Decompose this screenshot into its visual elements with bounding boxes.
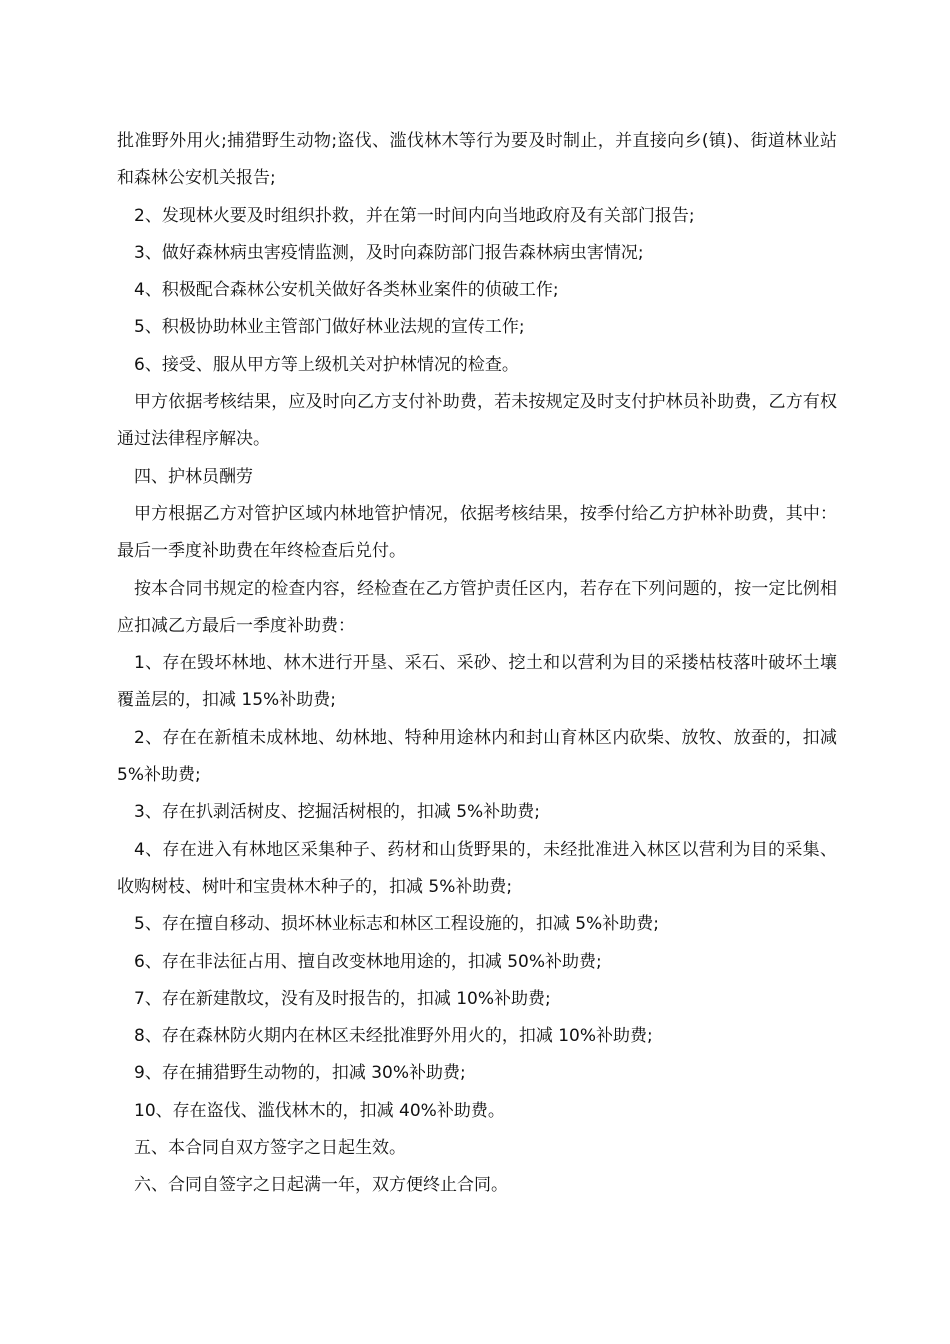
section-heading-5: 五、本合同自双方签字之日起生效。 xyxy=(134,1138,406,1159)
deduction-item-7: 7、存在新建散坟，没有及时报告的，扣减 10%补助费; xyxy=(134,988,551,1009)
deduction-item-3: 3、存在扒剥活树皮、挖掘活树根的，扣减 5%补助费; xyxy=(134,802,540,823)
deduction-item-4: 4、存在进入有林地区采集种子、药材和山货野果的，未经批准进入林区以营利为目的采集、收购树枝、树叶和宝贵林木种子的，扣减 5%补助费; xyxy=(117,839,837,897)
paragraph-duty-3: 3、做好森林病虫害疫情监测，及时向森防部门报告森林病虫害情况; xyxy=(134,242,644,263)
paragraph-payment-clause: 甲方依据考核结果，应及时向乙方支付补助费，若未按规定及时支付护林员补助费，乙方有权通过法律程序解决。 xyxy=(117,392,837,450)
document-body xyxy=(117,123,843,1205)
deduction-item-10: 10、存在盗伐、滥伐林木的，扣减 40%补助费。 xyxy=(134,1100,505,1121)
paragraph-deduction-intro: 按本合同书规定的检查内容，经检查在乙方管护责任区内，若存在下列问题的，按一定比例相应扣减乙方最后一季度补助费： xyxy=(117,578,837,636)
deduction-item-2: 2、存在在新植未成林地、幼林地、特种用途林内和封山育林区内砍柴、放牧、放蚕的，扣减 5%补助费; xyxy=(117,727,843,786)
deduction-item-1: 1、存在毁坏林地、林木进行开垦、采石、采砂、挖土和以营利为目的采搂枯枝落叶破坏土壤覆盖层的，扣减 15%补助费; xyxy=(117,653,837,711)
section-heading-6: 六、合同自签字之日起满一年，双方便终止合同。 xyxy=(134,1175,508,1196)
deduction-item-8: 8、存在森林防火期内在林区未经批准野外用火的，扣减 10%补助费; xyxy=(134,1026,653,1047)
paragraph-duty-6: 6、接受、服从甲方等上级机关对护林情况的检查。 xyxy=(134,354,519,375)
paragraph-duty-5: 5、积极协助林业主管部门做好林业法规的宣传工作; xyxy=(134,317,525,338)
deduction-item-6: 6、存在非法征占用、擅自改变林地用途的，扣减 50%补助费; xyxy=(134,951,602,972)
deduction-item-9: 9、存在捕猎野生动物的，扣减 30%补助费; xyxy=(134,1063,466,1084)
paragraph-compensation: 甲方根据乙方对管护区域内林地管护情况，依据考核结果，按季付给乙方护林补助费，其中：最后一季度补助费在年终检查后兑付。 xyxy=(117,503,837,562)
paragraph-duty-2: 2、发现林火要及时组织扑救，并在第一时间内向当地政府及有关部门报告; xyxy=(134,205,695,226)
section-heading-4: 四、护林员酬劳 xyxy=(134,466,253,487)
deduction-item-5: 5、存在擅自移动、损坏林业标志和林区工程设施的，扣减 5%补助费; xyxy=(134,914,659,935)
paragraph-duty-4: 4、积极配合森林公安机关做好各类林业案件的侦破工作; xyxy=(134,280,559,301)
paragraph-continuation: 批准野外用火;捕猎野生动物;盗伐、滥伐林木等行为要及时制止，并直接向乡(镇)、街道林业站和森林公安机关报告; xyxy=(117,131,837,189)
